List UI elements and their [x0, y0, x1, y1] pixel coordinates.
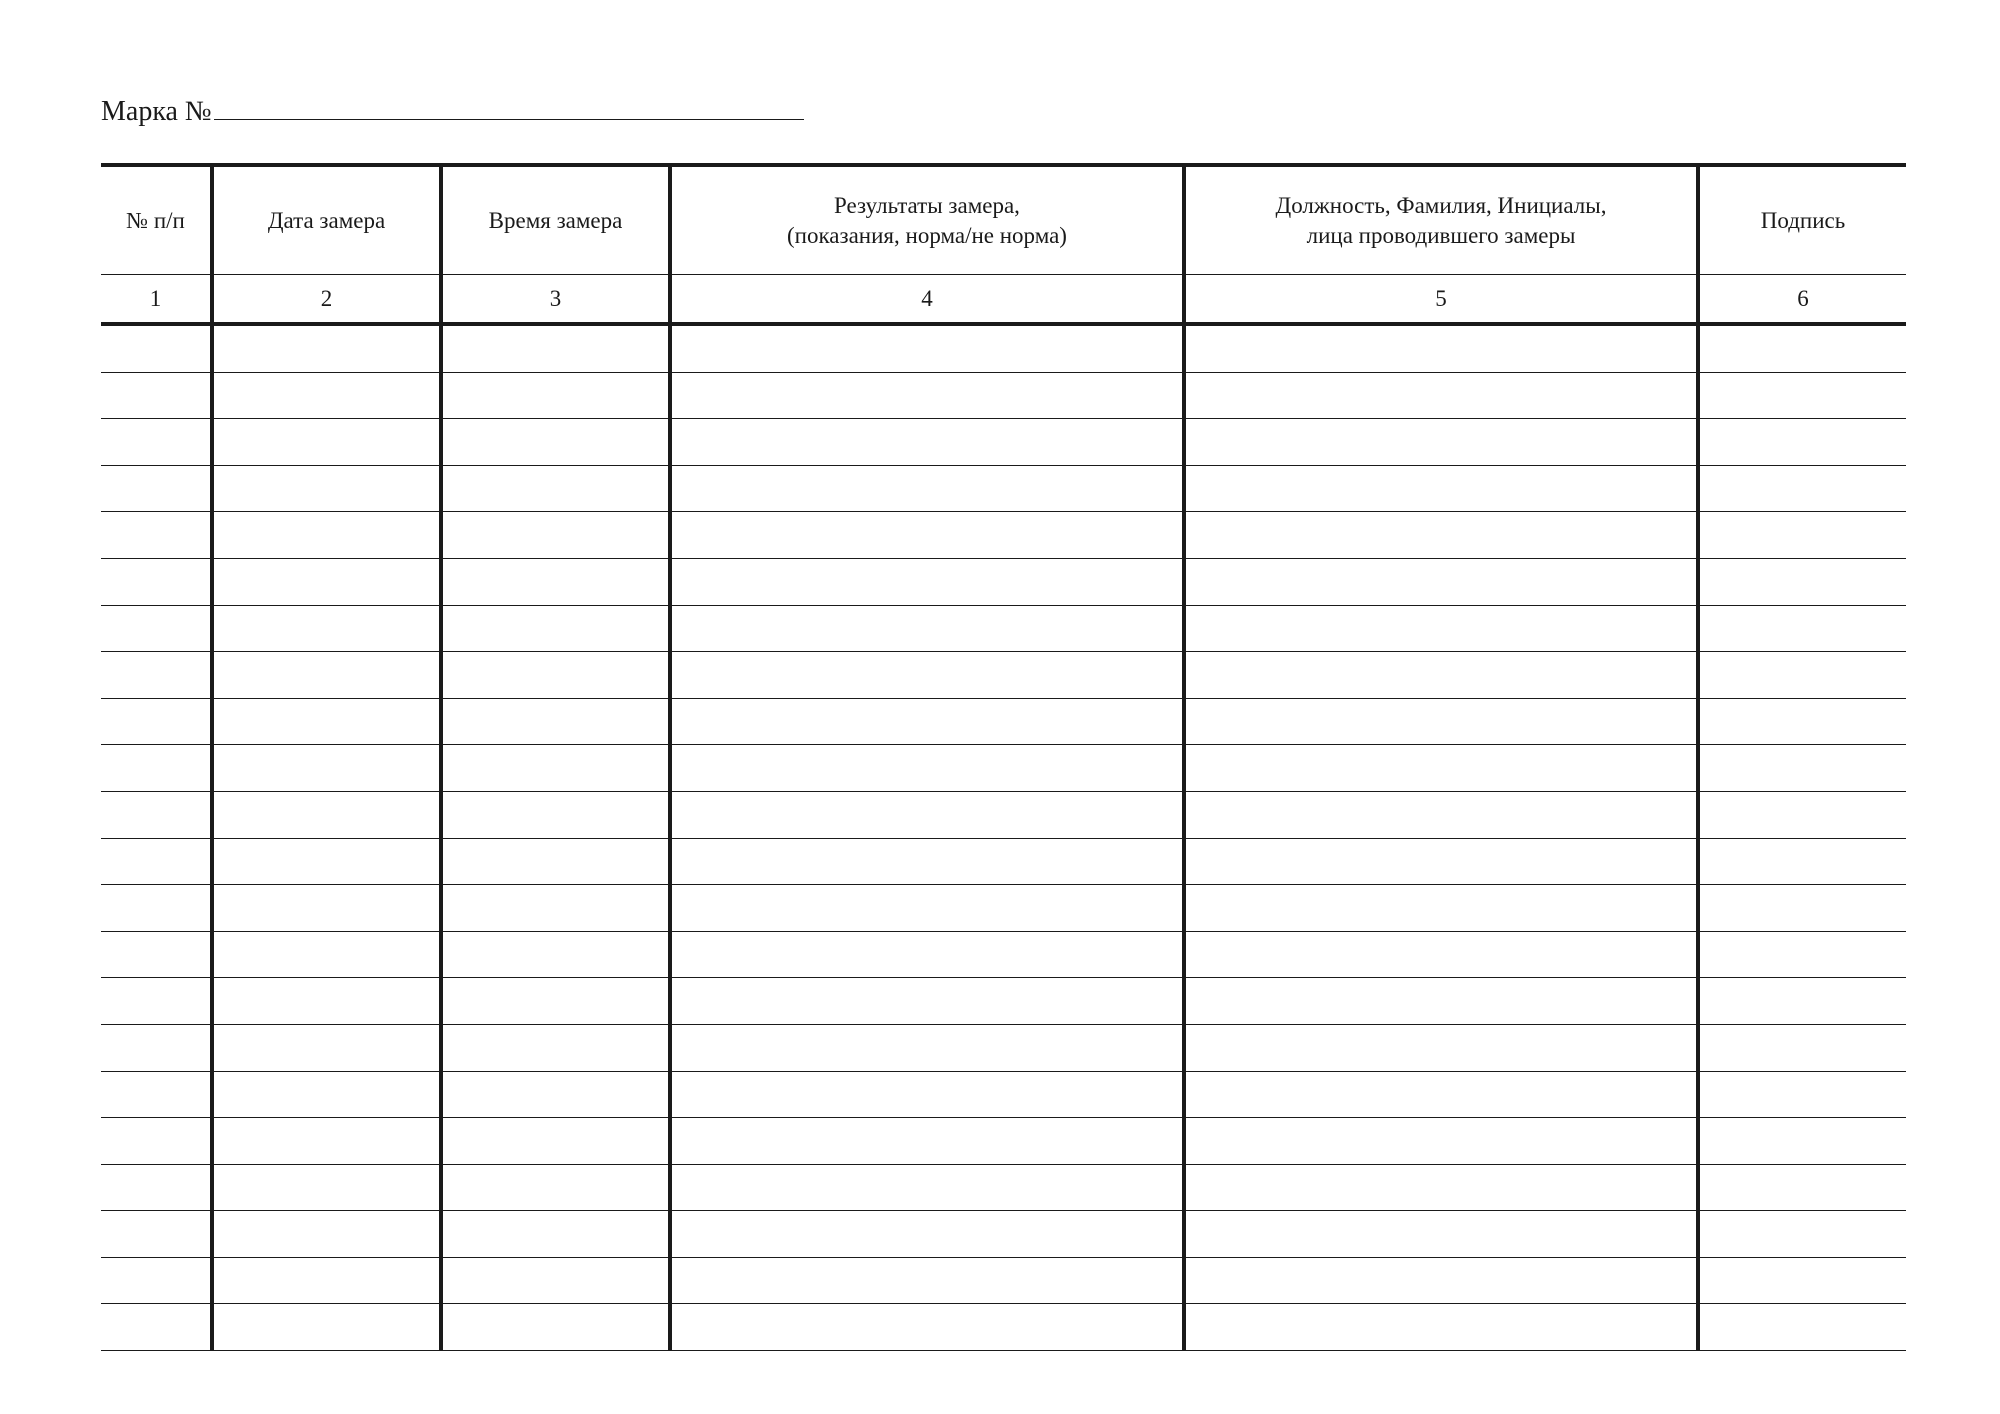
table-row — [101, 885, 1906, 932]
table-row — [101, 465, 1906, 512]
cell-person[interactable] — [1184, 978, 1698, 1025]
cell-signature[interactable] — [1698, 978, 1906, 1025]
cell-date[interactable] — [212, 885, 441, 932]
header-cell-time: Время замера — [441, 165, 670, 275]
cell-time[interactable] — [441, 1304, 670, 1351]
cell-results[interactable] — [670, 465, 1184, 512]
cell-signature[interactable] — [1698, 745, 1906, 792]
table-row — [101, 1164, 1906, 1211]
cell-person[interactable] — [1184, 372, 1698, 419]
cell-person[interactable] — [1184, 1304, 1698, 1351]
cell-date[interactable] — [212, 1164, 441, 1211]
cell-results[interactable] — [670, 419, 1184, 466]
cell-person[interactable] — [1184, 1164, 1698, 1211]
table-row — [101, 745, 1906, 792]
cell-person[interactable] — [1184, 465, 1698, 512]
column-number: 1 — [101, 275, 212, 325]
cell-date[interactable] — [212, 372, 441, 419]
cell-number[interactable] — [101, 838, 212, 885]
cell-time[interactable] — [441, 931, 670, 978]
cell-number[interactable] — [101, 1164, 212, 1211]
cell-date[interactable] — [212, 1118, 441, 1165]
column-number: 6 — [1698, 275, 1906, 325]
table-row — [101, 978, 1906, 1025]
cell-signature[interactable] — [1698, 838, 1906, 885]
cell-results[interactable] — [670, 324, 1184, 372]
cell-date[interactable] — [212, 1211, 441, 1258]
cell-person[interactable] — [1184, 1257, 1698, 1304]
cell-time[interactable] — [441, 745, 670, 792]
cell-person[interactable] — [1184, 558, 1698, 605]
cell-number[interactable] — [101, 791, 212, 838]
cell-signature[interactable] — [1698, 1024, 1906, 1071]
cell-number[interactable] — [101, 1024, 212, 1071]
cell-person[interactable] — [1184, 931, 1698, 978]
cell-results[interactable] — [670, 745, 1184, 792]
cell-results[interactable] — [670, 838, 1184, 885]
table-row — [101, 512, 1906, 559]
marka-input-line[interactable] — [214, 97, 804, 120]
cell-time[interactable] — [441, 419, 670, 466]
cell-person[interactable] — [1184, 324, 1698, 372]
cell-number[interactable] — [101, 324, 212, 372]
cell-time[interactable] — [441, 324, 670, 372]
cell-time[interactable] — [441, 1211, 670, 1258]
table-row — [101, 372, 1906, 419]
cell-results[interactable] — [670, 1257, 1184, 1304]
cell-time[interactable] — [441, 838, 670, 885]
cell-signature[interactable] — [1698, 1257, 1906, 1304]
header-cell-results: Результаты замера, (показания, норма/не норма) — [670, 165, 1184, 275]
cell-results[interactable] — [670, 1118, 1184, 1165]
cell-time[interactable] — [441, 512, 670, 559]
cell-results[interactable] — [670, 605, 1184, 652]
table-row — [101, 698, 1906, 745]
cell-time[interactable] — [441, 558, 670, 605]
cell-results[interactable] — [670, 791, 1184, 838]
cell-number[interactable] — [101, 512, 212, 559]
cell-signature[interactable] — [1698, 605, 1906, 652]
cell-signature[interactable] — [1698, 698, 1906, 745]
cell-results[interactable] — [670, 1071, 1184, 1118]
cell-results[interactable] — [670, 1164, 1184, 1211]
cell-person[interactable] — [1184, 419, 1698, 466]
measurement-journal-table — [101, 163, 1906, 1351]
cell-person[interactable] — [1184, 791, 1698, 838]
cell-date[interactable] — [212, 558, 441, 605]
cell-time[interactable] — [441, 885, 670, 932]
cell-signature[interactable] — [1698, 1211, 1906, 1258]
cell-time[interactable] — [441, 698, 670, 745]
cell-time[interactable] — [441, 978, 670, 1025]
table-row — [101, 419, 1906, 466]
column-number: 3 — [441, 275, 670, 325]
table-row — [101, 324, 1906, 372]
cell-signature[interactable] — [1698, 558, 1906, 605]
column-number-row — [101, 275, 1906, 325]
cell-number[interactable] — [101, 1304, 212, 1351]
cell-number[interactable] — [101, 652, 212, 699]
cell-results[interactable] — [670, 885, 1184, 932]
cell-time[interactable] — [441, 1071, 670, 1118]
cell-number[interactable] — [101, 978, 212, 1025]
table-row — [101, 1257, 1906, 1304]
cell-results[interactable] — [670, 1304, 1184, 1351]
column-number: 5 — [1184, 275, 1698, 325]
table-row — [101, 1071, 1906, 1118]
cell-person[interactable] — [1184, 885, 1698, 932]
header-row — [101, 165, 1906, 275]
column-number: 4 — [670, 275, 1184, 325]
cell-number[interactable] — [101, 885, 212, 932]
table-row — [101, 652, 1906, 699]
marka-label: Марка № — [101, 96, 212, 127]
cell-number[interactable] — [101, 419, 212, 466]
cell-number[interactable] — [101, 465, 212, 512]
cell-results[interactable] — [670, 558, 1184, 605]
cell-date[interactable] — [212, 419, 441, 466]
cell-results[interactable] — [670, 372, 1184, 419]
cell-date[interactable] — [212, 791, 441, 838]
cell-date[interactable] — [212, 931, 441, 978]
cell-signature[interactable] — [1698, 372, 1906, 419]
table-row — [101, 1304, 1906, 1351]
cell-time[interactable] — [441, 465, 670, 512]
cell-signature[interactable] — [1698, 931, 1906, 978]
cell-person[interactable] — [1184, 698, 1698, 745]
cell-signature[interactable] — [1698, 324, 1906, 372]
cell-person[interactable] — [1184, 838, 1698, 885]
cell-date[interactable] — [212, 978, 441, 1025]
table-row — [101, 931, 1906, 978]
table-row — [101, 838, 1906, 885]
cell-date[interactable] — [212, 1304, 441, 1351]
cell-results[interactable] — [670, 652, 1184, 699]
cell-person[interactable] — [1184, 1024, 1698, 1071]
cell-results[interactable] — [670, 1211, 1184, 1258]
cell-person[interactable] — [1184, 512, 1698, 559]
cell-signature[interactable] — [1698, 885, 1906, 932]
cell-results[interactable] — [670, 1024, 1184, 1071]
cell-results[interactable] — [670, 512, 1184, 559]
cell-date[interactable] — [212, 324, 441, 372]
cell-number[interactable] — [101, 605, 212, 652]
cell-person[interactable] — [1184, 745, 1698, 792]
cell-person[interactable] — [1184, 605, 1698, 652]
marka-field — [101, 97, 804, 126]
cell-time[interactable] — [441, 372, 670, 419]
cell-date[interactable] — [212, 512, 441, 559]
cell-number[interactable] — [101, 372, 212, 419]
cell-signature[interactable] — [1698, 1304, 1906, 1351]
cell-time[interactable] — [441, 791, 670, 838]
cell-results[interactable] — [670, 698, 1184, 745]
cell-results[interactable] — [670, 931, 1184, 978]
header-cell-person: Должность, Фамилия, Инициалы, лица проводившего замеры — [1184, 165, 1698, 275]
cell-signature[interactable] — [1698, 419, 1906, 466]
table-row — [101, 558, 1906, 605]
cell-time[interactable] — [441, 1164, 670, 1211]
cell-number[interactable] — [101, 558, 212, 605]
cell-number[interactable] — [101, 698, 212, 745]
cell-signature[interactable] — [1698, 652, 1906, 699]
cell-date[interactable] — [212, 652, 441, 699]
cell-date[interactable] — [212, 838, 441, 885]
cell-time[interactable] — [441, 1024, 670, 1071]
table-row — [101, 605, 1906, 652]
cell-date[interactable] — [212, 1257, 441, 1304]
cell-number[interactable] — [101, 931, 212, 978]
table-row — [101, 1211, 1906, 1258]
cell-date[interactable] — [212, 605, 441, 652]
table-row — [101, 1024, 1906, 1071]
cell-person[interactable] — [1184, 1118, 1698, 1165]
cell-number[interactable] — [101, 745, 212, 792]
cell-signature[interactable] — [1698, 1071, 1906, 1118]
cell-signature[interactable] — [1698, 1118, 1906, 1165]
cell-time[interactable] — [441, 1118, 670, 1165]
cell-date[interactable] — [212, 698, 441, 745]
table-body — [101, 324, 1906, 1351]
cell-date[interactable] — [212, 1024, 441, 1071]
cell-number[interactable] — [101, 1118, 212, 1165]
cell-number[interactable] — [101, 1071, 212, 1118]
table-row — [101, 1118, 1906, 1165]
cell-time[interactable] — [441, 605, 670, 652]
cell-date[interactable] — [212, 1071, 441, 1118]
table-row — [101, 791, 1906, 838]
header-cell-date: Дата замера — [212, 165, 441, 275]
header-cell-number: № п/п — [101, 165, 212, 275]
header-cell-signature: Подпись — [1698, 165, 1906, 275]
cell-signature[interactable] — [1698, 1164, 1906, 1211]
cell-person[interactable] — [1184, 652, 1698, 699]
cell-date[interactable] — [212, 745, 441, 792]
cell-time[interactable] — [441, 652, 670, 699]
cell-person[interactable] — [1184, 1211, 1698, 1258]
cell-signature[interactable] — [1698, 791, 1906, 838]
cell-results[interactable] — [670, 978, 1184, 1025]
cell-date[interactable] — [212, 465, 441, 512]
cell-person[interactable] — [1184, 1071, 1698, 1118]
cell-number[interactable] — [101, 1211, 212, 1258]
cell-signature[interactable] — [1698, 512, 1906, 559]
cell-signature[interactable] — [1698, 465, 1906, 512]
column-number: 2 — [212, 275, 441, 325]
cell-time[interactable] — [441, 1257, 670, 1304]
cell-number[interactable] — [101, 1257, 212, 1304]
